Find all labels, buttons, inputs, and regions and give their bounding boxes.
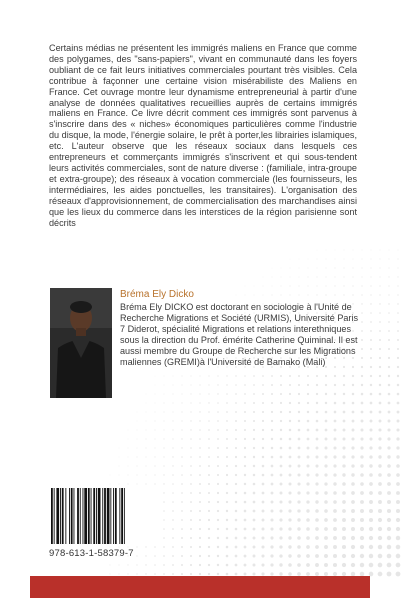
author-name: Bréma Ely Dicko <box>120 289 194 300</box>
publisher-footer-bar <box>30 576 370 598</box>
author-bio: Bréma Ely DICKO est doctorant en sociologie à l'Unité de Recherche Migrations et Société (URMIS), Université Paris 7 Diderot, spécialité Migrations et relations interethniques sous la direction du Prof. émérite Catherine Quiminal. Il est aussi membre du Groupe de Recherche sur les Migrations maliennes (GREMI)à l'Université de Bamako (Mali) <box>120 302 359 367</box>
back-cover-blurb: Certains médias ne présentent les immigrés maliens en France que comme des polygames, des "sans-papiers", vivant en communauté dans les foyers oubliant de ce fait leurs initiatives commerciales pourtant très visibles. Cela contribue à façonner une certaine vision misérabiliste des Maliens en France. Cet ouvrage montre leur dynamisme entrepreneurial à partir d'une analyse de données qualitatives recueillies auprès de certains immigrés maliens en France. Ce livre décrit comment ces immigrés sont parvenus à s'inscrire dans des « niches» économiques particulières comme l'industrie du disque, la mode, l'énergie solaire, le prêt à porter,les librairies islamiques, etc. L'auteur observe que les réseaux sociaux dans lesquels ces entrepreneurs et commerçants immigrés s'inscrivent et qui sous-tendent leurs activités commerciales, sont de nature diverse : (familiale, intra-groupe et extra-groupe); des réseaux à vocation commerciale (les fournisseurs, les intermédiaires, les aides ponctuelles, les transitaires). L'organisation des réseaux d'approvisionnement, de commercialisation des marchandises ainsi que les lieux du commerce dans les interstices de la région parisienne sont décrits <box>49 43 357 228</box>
isbn-number: 978-613-1-58379-7 <box>49 548 134 559</box>
isbn-barcode <box>49 488 159 546</box>
author-photo <box>50 288 112 398</box>
